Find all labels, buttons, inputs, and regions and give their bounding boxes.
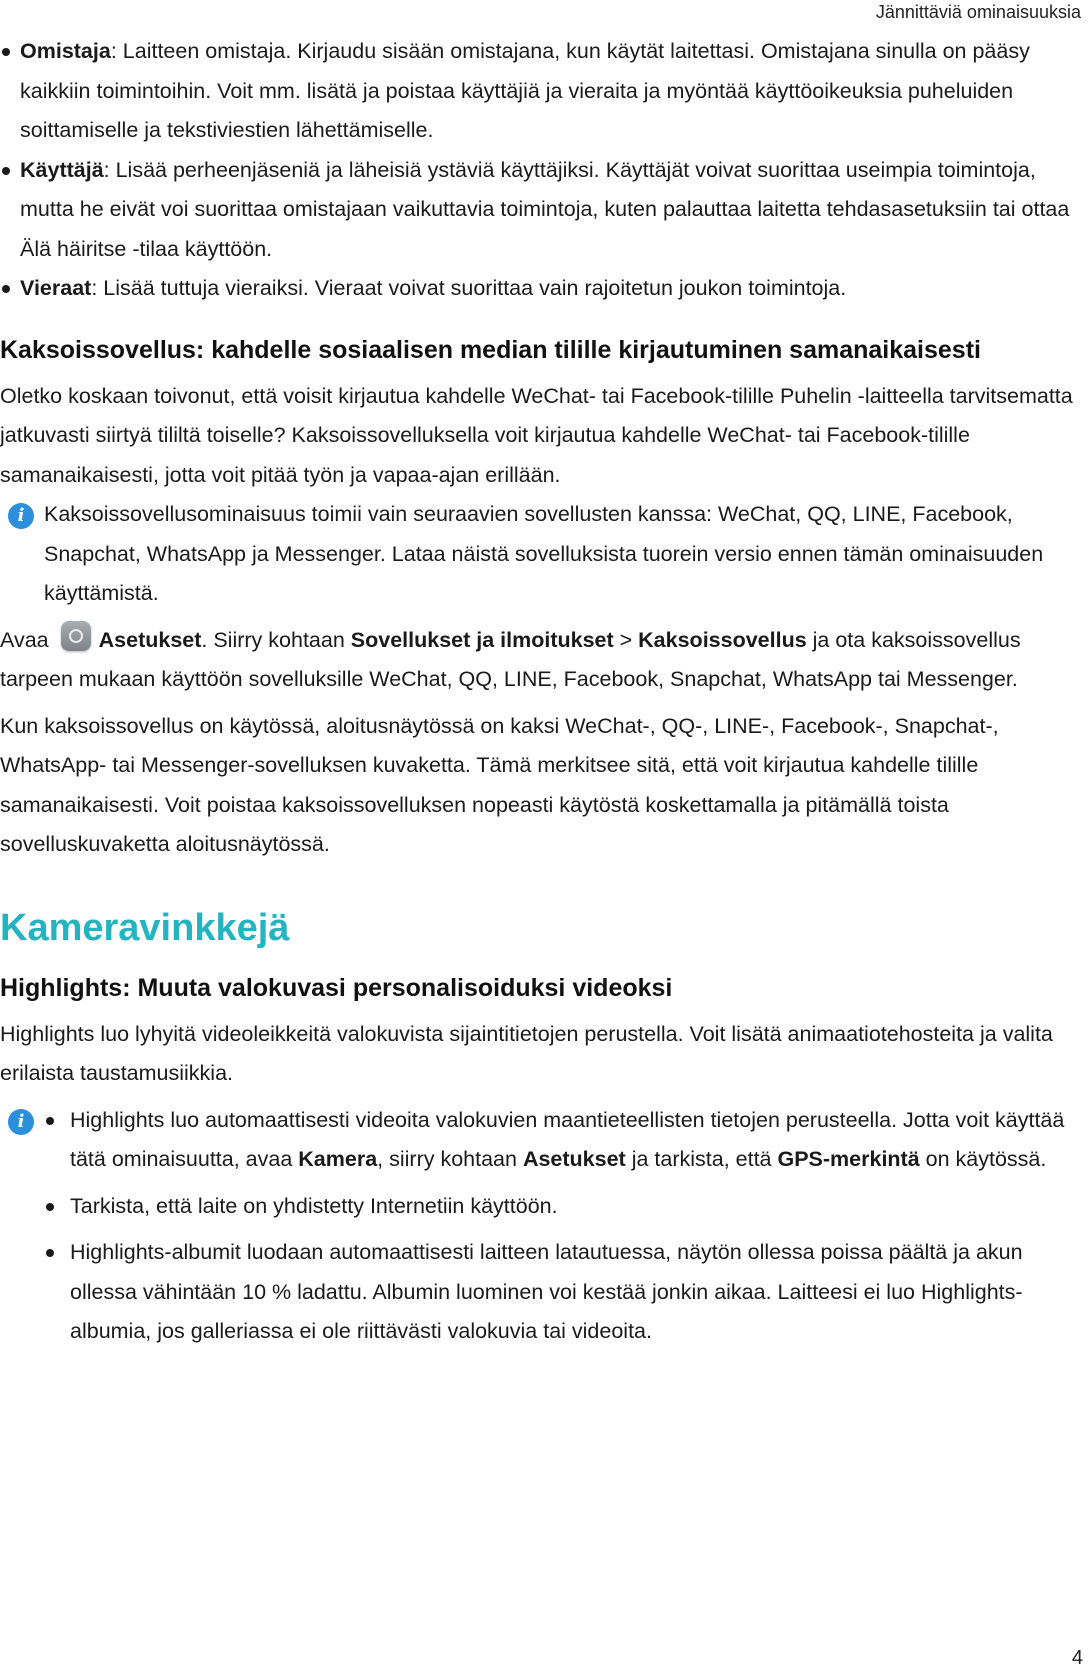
role-name: Käyttäjä	[20, 157, 104, 182]
note-text: Highlights luo automaattisesti videoita valokuvien maantieteellisten tietojen perusteella. Jotta voit käyttää tätä ominaisuutta, avaa	[70, 1107, 1065, 1171]
info-icon: i	[8, 1109, 34, 1135]
role-description: : Lisää perheenjäseniä ja läheisiä ystäviä käyttäjiksi. Käyttäjät voivat suorittaa useimpia toimintoja, mutta he eivät voi suorittaa omistajaan vaikuttavia toimintoja, kuten palauttaa laitetta tehdasasetuksiin tai ottaa Älä häiritse -tilaa käyttöön.	[20, 157, 1070, 261]
twin-app-paragraph: Kun kaksoissovellus on käytössä, aloitusnäytössä on kaksi WeChat-, QQ-, LINE-, Facebook-, Snapchat-, WhatsApp- tai Messenger-sovelluksen kuvaketta. Tämä merkitsee sitä, että voit kirjautua kahdelle tilille samanaikaisesti. Voit poistaa kaksoissovelluksen nopeasti käytöstä koskettamalla ja pitämällä toista sovelluskuvaketta aloitusnäytössä.	[0, 713, 999, 856]
running-header: Jännittäviä ominaisuuksia	[875, 2, 1081, 22]
note-text: Kaksoissovellusominaisuus toimii vain seuraavien sovellusten kanssa: WeChat, QQ, LINE, Facebook, Snapchat, WhatsApp ja Messenger. Lataa näistä sovelluksista tuorein versio ennen tämän ominaisuuden käyttämistä.	[44, 502, 1044, 605]
list-item-user	[0, 151, 1075, 270]
page-body	[0, 32, 1075, 1352]
role-name: Vieraat	[20, 276, 92, 300]
role-description: : Lisää tuttuja vieraiksi. Vieraat voivat suorittaa vain rajoitetun joukon toimintoja.	[91, 276, 847, 300]
twin-app-intro: Oletko koskaan toivonut, että voisit kirjautua kahdelle WeChat- tai Facebook-tilille Puhelin -laitteella tarvitsematta jatkuvasti siirtyä tililtä toiselle? Kaksoissovelluksella voit kirjautua kahdelle WeChat- tai Facebook-tilille samanaikaisesti, jotta voit pitää työn ja vapaa-ajan erillään.	[0, 383, 1073, 487]
apps-notifications-label: Sovellukset ja ilmoitukset	[350, 627, 614, 652]
note-text: on käytössä.	[919, 1147, 1047, 1171]
role-description: : Laitteen omistaja. Kirjaudu sisään omistajana, kun käytät laitettasi. Omistajana sinulla on pääsy kaikkiin toimintoihin. Voit mm. lisätä ja poistaa käyttäjiä ja vieraita ja myöntää käyttöoikeuksia puheluiden soittamiselle ja tekstiviestien lähettämiselle.	[20, 39, 1030, 142]
section-title-camera-tips: Kameravinkkejä	[0, 906, 290, 949]
role-name: Omistaja	[20, 39, 111, 63]
instr-mid: . Siirry kohtaan	[201, 627, 351, 652]
page-number: 4	[1071, 1647, 1083, 1669]
twin-app-note	[0, 495, 1075, 614]
note-list-item	[70, 1101, 1075, 1180]
highlights-note	[0, 1101, 1075, 1352]
highlights-intro: Highlights luo lyhyitä videoleikkeitä valokuvista sijaintitietojen perustella. Voit lisätä animaatiotehosteita ja valita erilaista taustamusiikkia.	[0, 1021, 1053, 1085]
instr-separator: >	[613, 627, 639, 652]
highlights-heading: Highlights: Muuta valokuvasi personalisoiduksi videoksi	[0, 973, 673, 1002]
info-icon: i	[8, 503, 34, 529]
settings-label: Asetukset	[522, 1147, 626, 1171]
camera-label: Kamera	[298, 1147, 378, 1171]
settings-label: Asetukset	[98, 627, 202, 652]
note-text: , siirry kohtaan	[377, 1147, 523, 1171]
list-item-owner	[0, 32, 1075, 151]
note-list-item: Tarkista, että laite on yhdistetty Internetiin käyttöön.	[70, 1187, 1075, 1227]
instr-open: Avaa	[0, 627, 49, 652]
twin-app-label: Kaksoissovellus	[638, 627, 807, 652]
settings-app-icon	[61, 621, 91, 651]
list-item-guests	[0, 269, 1075, 309]
twin-app-instructions	[0, 621, 1075, 700]
instr-end: ja ota kaksoissovellus tarpeen mukaan käyttöön sovelluksille WeChat, QQ, LINE, Facebook, Snapchat, WhatsApp tai Messenger.	[0, 627, 1021, 691]
note-list-item: Highlights-albumit luodaan automaattisesti laitteen latautuessa, näytön ollessa poissa päältä ja akun ollessa vähintään 10 % ladattu. Albumin luominen voi kestää jonkin aikaa. Laitteesi ei luo Highlights-albumia, jos galleriassa ei ole riittävästi valokuvia tai videoita.	[70, 1233, 1075, 1352]
note-text: ja tarkista, että	[625, 1147, 778, 1171]
twin-app-heading: Kaksoissovellus: kahdelle sosiaalisen median tilille kirjautuminen samanaikaisesti	[0, 335, 981, 364]
gps-tag-label: GPS-merkintä	[777, 1147, 920, 1171]
